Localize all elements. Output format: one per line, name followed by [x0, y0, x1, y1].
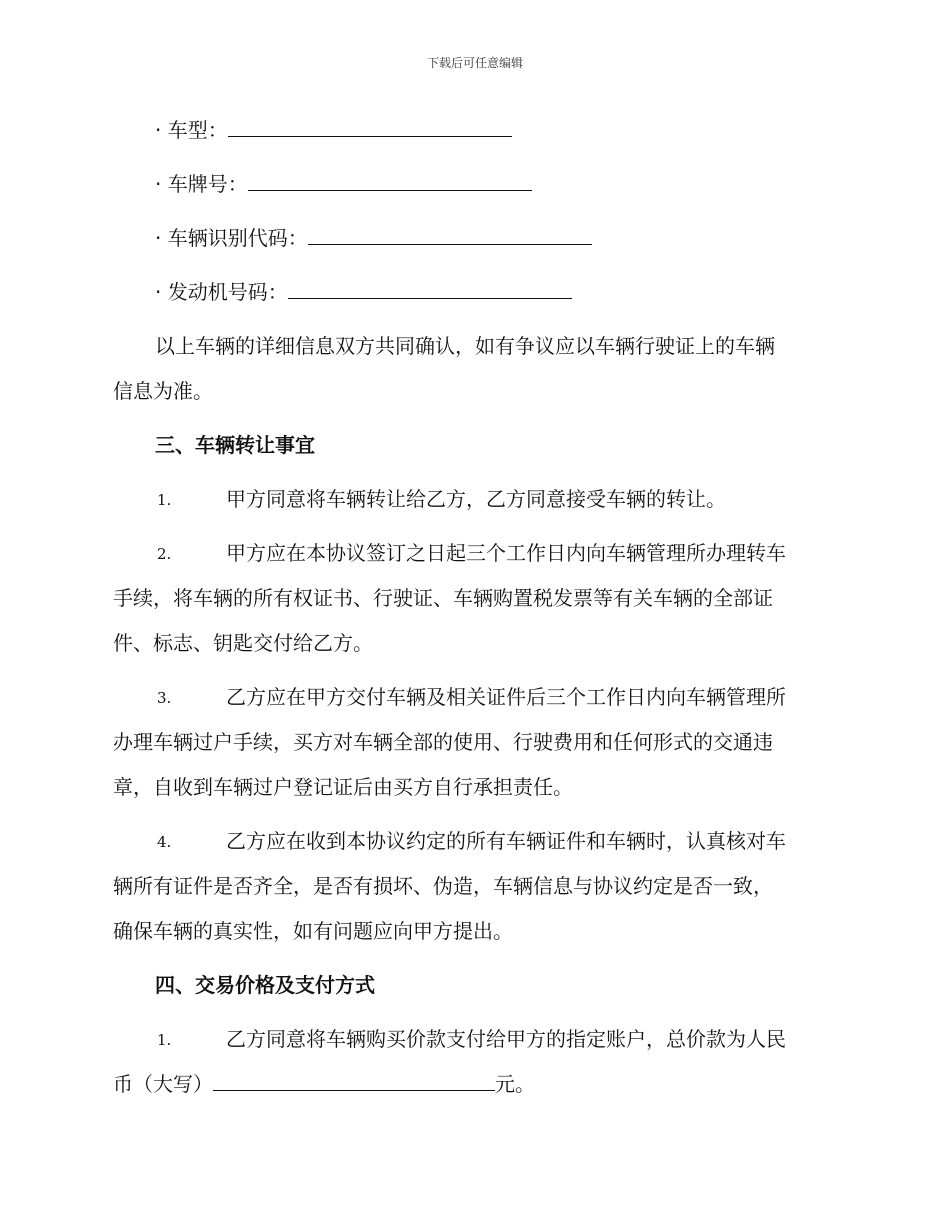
item-number: 3. [157, 689, 172, 707]
s3-item1-line1: 甲方同意将车辆转让给乙方，乙方同意接受车辆的转让。 [226, 487, 726, 511]
page-header: 下载后可任意编辑 [426, 56, 523, 70]
field-label: · 车型： [155, 118, 228, 142]
amount-suffix: 元。 [495, 1072, 535, 1096]
s3-item4-line1: 乙方应在收到本协议约定的所有车辆证件和车辆时，认真核对车 [226, 829, 786, 853]
s3-item2-line3: 件、标志、钥匙交付给乙方。 [113, 631, 373, 655]
field-label: · 车牌号： [155, 172, 248, 196]
field-label: · 车辆识别代码： [155, 226, 308, 250]
blank-line [288, 280, 572, 299]
confirm-para-line1: 以上车辆的详细信息双方共同确认，如有争议应以车辆行驶证上的车辆 [155, 334, 775, 358]
field-engine-number [155, 280, 572, 304]
amount-prefix: 币（大写） [113, 1072, 213, 1096]
s3-item3-line2: 办理车辆过户手续，买方对车辆全部的使用、行驶费用和任何形式的交通违 [113, 730, 773, 754]
section-3-title: 三、车辆转让事宜 [155, 433, 315, 457]
item-number: 1. [157, 1031, 172, 1049]
field-label: · 发动机号码： [155, 280, 288, 304]
s3-item4-line3: 确保车辆的真实性，如有问题应向甲方提出。 [113, 919, 513, 943]
confirm-para-line2: 信息为准。 [113, 379, 213, 403]
field-vehicle-model [155, 118, 512, 142]
s4-item1-line1: 乙方同意将车辆购买价款支付给甲方的指定账户，总价款为人民 [226, 1027, 786, 1051]
item-number: 4. [157, 833, 172, 851]
s3-item4-line2: 辆所有证件是否齐全，是否有损坏、伪造，车辆信息与协议约定是否一致， [113, 874, 773, 898]
amount-blank-line [213, 1072, 495, 1091]
s3-item3-line1: 乙方应在甲方交付车辆及相关证件后三个工作日内向车辆管理所 [226, 685, 786, 709]
field-vin [155, 226, 592, 250]
s3-item3-line3: 章，自收到车辆过户登记证后由买方自行承担责任。 [113, 775, 573, 799]
s3-item2-line1: 甲方应在本协议签订之日起三个工作日内向车辆管理所办理转车 [226, 541, 786, 565]
s4-item1-line2 [113, 1072, 535, 1096]
section-4-title: 四、交易价格及支付方式 [155, 973, 375, 997]
blank-line [308, 226, 592, 245]
blank-line [248, 172, 532, 191]
field-plate-number [155, 172, 532, 196]
s3-item2-line2: 手续，将车辆的所有权证书、行驶证、车辆购置税发票等有关车辆的全部证 [113, 586, 773, 610]
item-number: 1. [157, 491, 172, 509]
item-number: 2. [157, 545, 172, 563]
blank-line [228, 118, 512, 137]
